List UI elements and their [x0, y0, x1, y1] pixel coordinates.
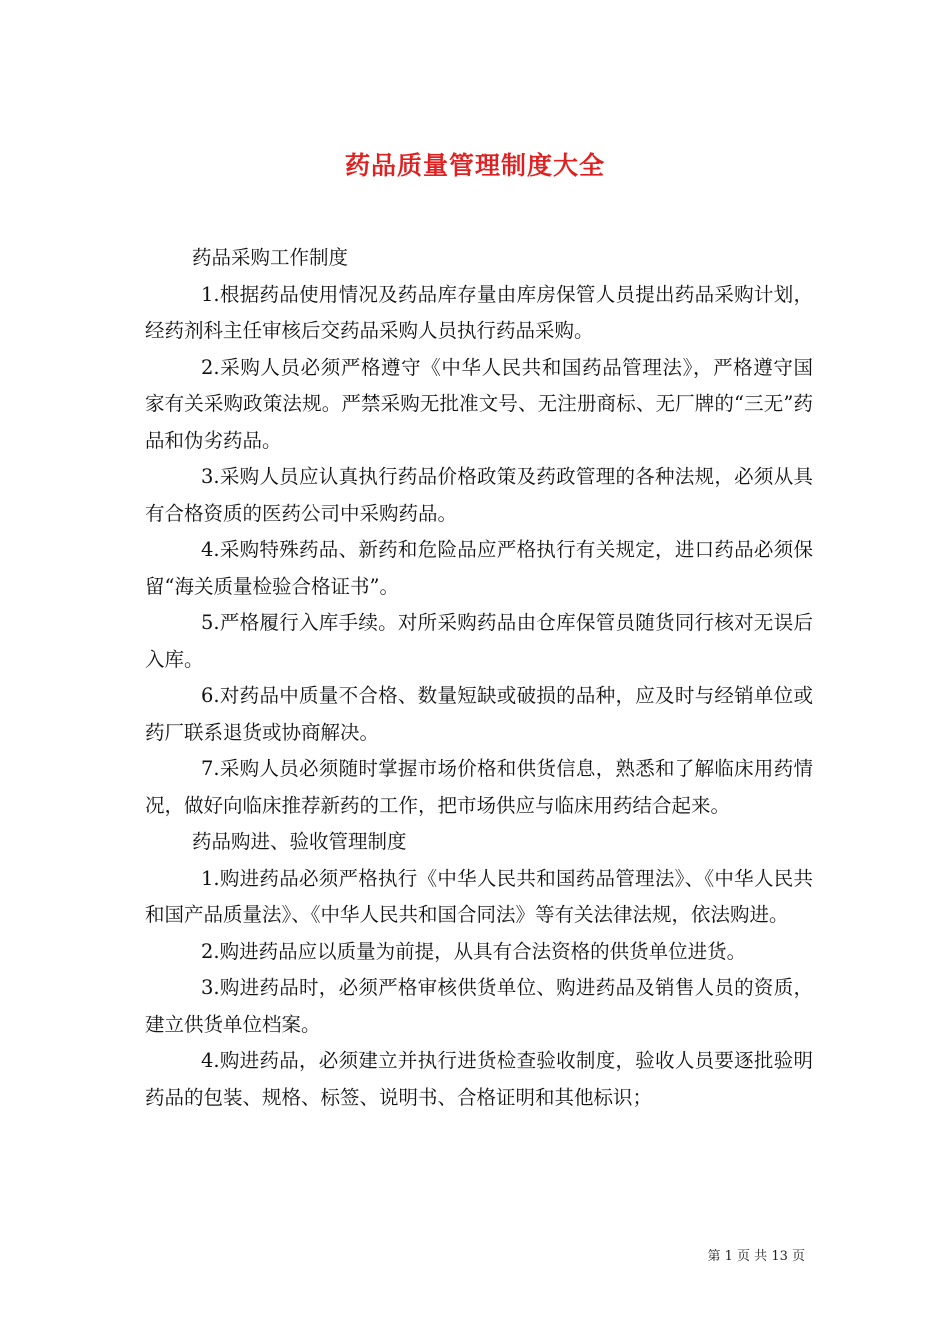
- list-item: 3.购进药品时，必须严格审核供货单位、购进药品及销售人员的资质，建立供货单位档案。: [145, 976, 813, 1036]
- list-item: 5.严格履行入库手续。对所采购药品由仓库保管员随货同行核对无误后入库。: [145, 611, 813, 671]
- list-item: 4.采购特殊药品、新药和危险品应严格执行有关规定，进口药品必须保留“海关质量检验合格证书”。: [145, 538, 813, 598]
- list-item: 4.购进药品，必须建立并执行进货检查验收制度，验收人员要逐批验明药品的包装、规格、标签、说明书、合格证明和其他标识；: [145, 1049, 813, 1109]
- list-item: 1.购进药品必须严格执行《中华人民共和国药品管理法》、《中华人民共和国产品质量法》、《中华人民共和国合同法》等有关法律法规，依法购进。: [145, 866, 813, 926]
- list-item: 2.采购人员必须严格遵守《中华人民共和国药品管理法》，严格遵守国家有关采购政策法规。严禁采购无批准文号、无注册商标、无厂牌的“三无”药品和伪劣药品。: [145, 355, 813, 452]
- document-body: [145, 240, 813, 1116]
- section-heading: 药品采购工作制度: [192, 246, 349, 269]
- list-item: 3.采购人员应认真执行药品价格政策及药政管理的各种法规，必须从具有合格资质的医药公司中采购药品。: [145, 465, 813, 525]
- list-item: 6.对药品中质量不合格、数量短缺或破损的品种，应及时与经销单位或药厂联系退货或协商解决。: [145, 684, 813, 744]
- list-item: 7.采购人员必须随时掌握市场价格和供货信息，熟悉和了解临床用药情况，做好向临床推荐新药的工作，把市场供应与临床用药结合起来。: [145, 757, 813, 817]
- section-heading: 药品购进、验收管理制度: [192, 830, 407, 853]
- list-item: 2.购进药品应以质量为前提，从具有合法资格的供货单位进货。: [201, 939, 747, 963]
- document-title: 药品质量管理制度大全: [344, 150, 605, 180]
- page-number: 第 1 页 共 13 页: [707, 1249, 805, 1264]
- list-item: 1.根据药品使用情况及药品库存量由库房保管人员提出药品采购计划，经药剂科主任审核后交药品采购人员执行药品采购。: [145, 282, 813, 342]
